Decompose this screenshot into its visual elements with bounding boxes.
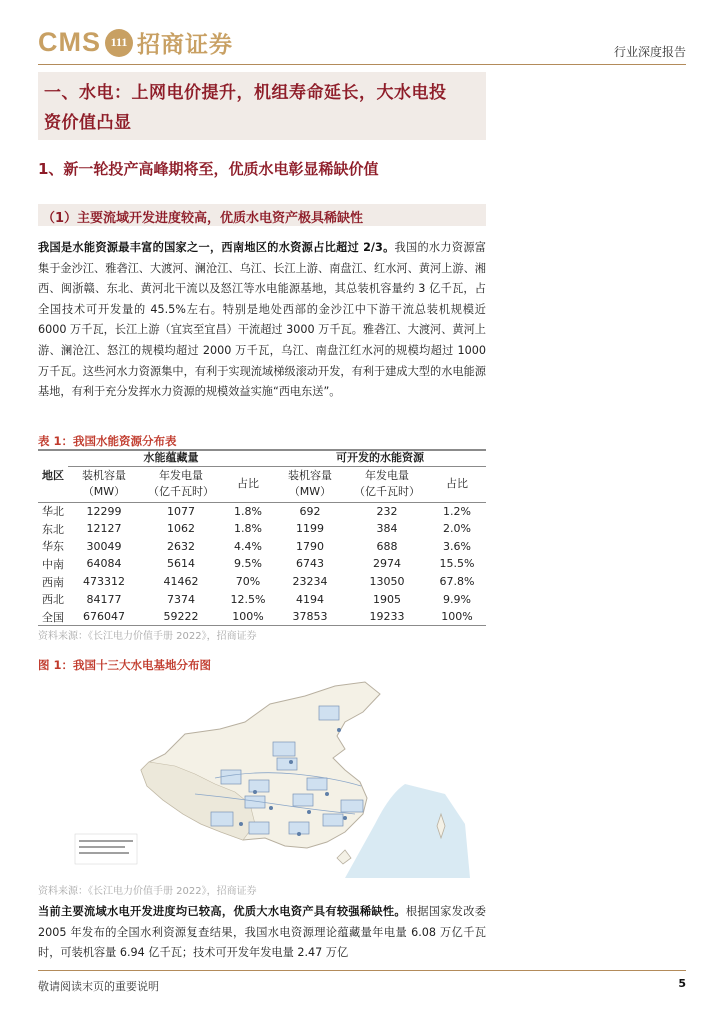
table-row	[38, 590, 486, 608]
table-source: 资料来源：《长江电力价值手册 2022》，招商证券	[38, 631, 257, 642]
section-heading-box	[38, 72, 486, 140]
table-row	[38, 537, 486, 555]
table-cell-region: 华北	[42, 505, 64, 519]
table-cell: 232	[376, 504, 398, 518]
table-cell: 1.2%	[443, 504, 471, 518]
col-header-generation-2: 年发电量 （亿千瓦时）	[346, 466, 428, 502]
table-cell: 30049	[86, 539, 122, 553]
table-cell: 1790	[296, 539, 324, 553]
table-cell: 9.9%	[443, 592, 471, 606]
table-cell-region: 西南	[42, 575, 64, 589]
china-map-icon	[45, 674, 477, 878]
col-header-capacity-1: 装机容量 （MW）	[68, 466, 140, 502]
paragraph-1-lead: 我国是水能资源最丰富的国家之一，西南地区的水资源占比超过 2/3。	[38, 241, 395, 254]
table-row	[38, 608, 486, 626]
table-cell-region: 全国	[38, 608, 68, 626]
col-header-share-1: 占比	[222, 466, 274, 502]
group-header-reserves: 水能蕴藏量	[68, 449, 274, 466]
subsubsection-title: （1）主要流域开发进度较高，优质水电资产极具稀缺性	[38, 204, 486, 226]
table-cell: 3.6%	[443, 539, 471, 553]
table-cell: 1077	[167, 504, 195, 518]
logo-cms-text: CMS	[38, 27, 101, 57]
table-cell: 100%	[428, 608, 486, 626]
table-cell: 59222	[140, 608, 222, 626]
paragraph-2-body: 根据国家发改委 2005 年发布的全国水利资源复查结果，我国水电资源理论蕴藏量年电量 6.08 万亿千瓦时，可装机容量 6.94 亿千瓦；技术可开发年发电量 2.47 万亿	[38, 905, 486, 960]
table-row	[38, 502, 486, 520]
table-cell: 84177	[86, 592, 122, 606]
page-header	[0, 0, 724, 66]
table-cell: 12299	[86, 504, 122, 518]
col-header-generation-1: 年发电量 （亿千瓦时）	[140, 466, 222, 502]
logo-badge-icon: 111	[105, 29, 133, 57]
table-cell: 692	[299, 504, 321, 518]
table-cell: 1905	[373, 592, 401, 606]
table-cell: 4.4%	[234, 539, 262, 553]
table-cell: 9.5%	[234, 557, 262, 571]
col-header-capacity-2: 装机容量 （MW）	[274, 466, 346, 502]
table-cell: 70%	[235, 575, 261, 589]
header-divider	[38, 64, 686, 65]
table-cell: 67.8%	[439, 575, 475, 589]
table-cell: 12127	[86, 522, 122, 536]
table-cell: 13050	[369, 575, 405, 589]
table-cell: 688	[376, 539, 398, 553]
table-cell: 1199	[296, 522, 324, 536]
col-header-share-2: 占比	[428, 466, 486, 502]
group-header-exploitable: 可开发的水能资源	[274, 449, 486, 466]
table-cell-region: 西北	[42, 593, 64, 607]
table-cell-region: 华东	[42, 540, 64, 554]
page-number: 5	[678, 977, 686, 990]
table-cell: 676047	[68, 608, 140, 626]
paragraph-2	[38, 902, 486, 964]
table-cell: 6743	[296, 557, 324, 571]
table-cell: 2.0%	[443, 522, 471, 536]
subsection-title: 1、新一轮投产高峰期将至，优质水电彰显稀缺价值	[38, 160, 379, 178]
logo-cn-text: 招商证券	[137, 32, 233, 58]
table-cell: 1062	[167, 522, 195, 536]
table-cell-region: 东北	[42, 522, 64, 536]
hydropower-base-map	[45, 674, 477, 878]
figure-source: 资料来源：《长江电力价值手册 2022》，招商证券	[38, 886, 257, 897]
table-cell: 23234	[292, 575, 328, 589]
table-caption: 表 1：我国水能资源分布表	[38, 434, 177, 448]
figure-caption: 图 1：我国十三大水电基地分布图	[38, 658, 212, 672]
section-title-line2: 资价值凸显	[44, 113, 132, 133]
footer-divider	[38, 970, 686, 971]
footer-disclaimer: 敬请阅读末页的重要说明	[38, 980, 159, 993]
table-cell: 41462	[163, 575, 199, 589]
table-cell: 64084	[86, 557, 122, 571]
table-cell: 4194	[296, 592, 324, 606]
paragraph-1-body: 我国的水力资源富集于金沙江、雅砻江、大渡河、澜沧江、乌江、长江上游、南盘江、红水河、黄河上游、湘西、闽浙赣、东北、黄河北干流以及怒江等水电能源基地，其总装机容量约 3 亿千瓦，占全国技术可开发量的 45.5%左右。特别是地处西部的金沙江中下游干流总装机规模近 6000 万千瓦，长江上游（宜宾至宜昌）干流超过 3000 万千瓦。雅砻江、大渡河、黄河上游、澜沧江、怒江的规模均超过 2000 万千瓦，乌江、南盘江红水河的规模均超过 1000 万千瓦。这些河水力资源集中，有利于实现流域梯级滚动开发，有利于建成大型的水电能源基地，有利于充分发挥水力资源的规模效益实施“西电东送”。	[38, 241, 486, 399]
report-type-label: 行业深度报告	[613, 45, 686, 59]
table-row	[38, 573, 486, 591]
table-cell: 100%	[222, 608, 274, 626]
cms-logo	[38, 26, 233, 59]
table-cell: 37853	[274, 608, 346, 626]
table-cell: 19233	[346, 608, 428, 626]
table-cell: 2632	[167, 539, 195, 553]
table-cell: 1.8%	[234, 522, 262, 536]
table-cell: 5614	[167, 557, 195, 571]
table-cell: 15.5%	[439, 557, 475, 571]
region-header: 地区	[38, 449, 68, 502]
table-row	[38, 520, 486, 538]
paragraph-1	[38, 238, 486, 403]
table-cell: 12.5%	[230, 592, 266, 606]
table-cell: 7374	[167, 592, 195, 606]
table-cell: 384	[376, 522, 398, 536]
paragraph-2-lead: 当前主要流域水电开发进度均已较高，优质大水电资产具有较强稀缺性。	[38, 905, 406, 918]
hydropower-resource-table	[38, 449, 486, 626]
table-cell: 1.8%	[234, 504, 262, 518]
section-title-line1: 一、水电：上网电价提升，机组寿命延长，大水电投	[44, 83, 447, 103]
table-cell: 2974	[373, 557, 401, 571]
table-cell-region: 中南	[42, 557, 64, 571]
table-row	[38, 555, 486, 573]
table-cell: 473312	[83, 575, 125, 589]
